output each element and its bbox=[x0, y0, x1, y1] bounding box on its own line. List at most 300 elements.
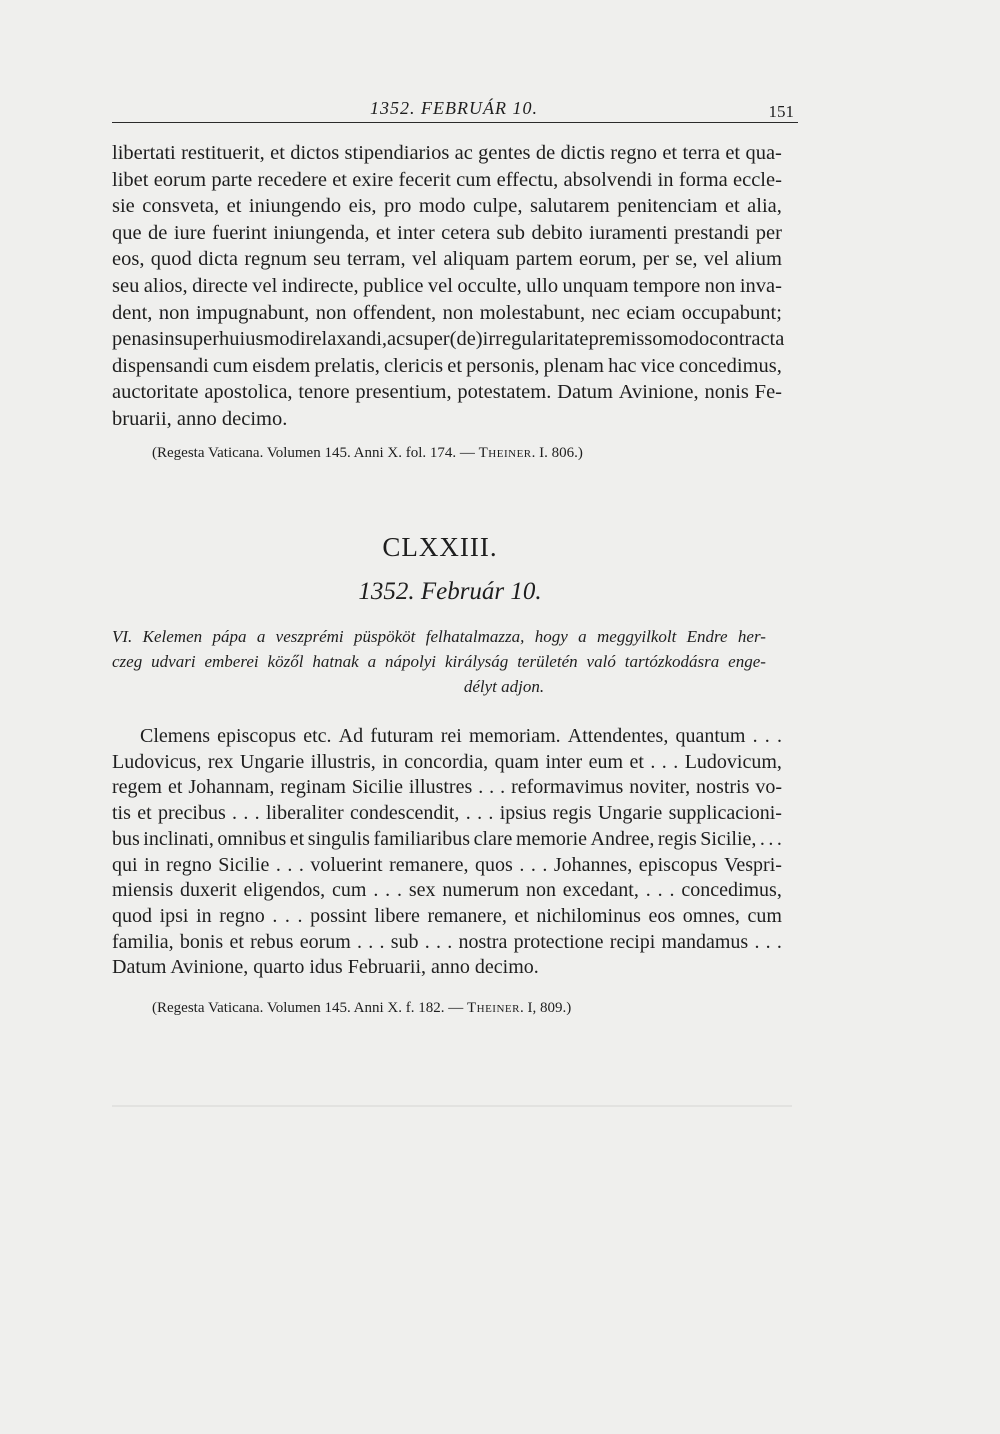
word: Johannes, bbox=[553, 853, 633, 876]
word: mandamus bbox=[661, 930, 749, 953]
document-number: CLXXIII. bbox=[382, 532, 498, 562]
word: udvari bbox=[151, 652, 196, 671]
word: fecerit bbox=[398, 168, 451, 191]
word: Sicilie bbox=[351, 776, 403, 799]
word: . bbox=[764, 725, 770, 747]
word: eisdem bbox=[252, 354, 311, 377]
word: modo bbox=[662, 328, 710, 351]
word: auctoritate bbox=[112, 381, 199, 404]
word: . bbox=[397, 879, 403, 902]
word: Ludovicus, bbox=[112, 750, 202, 773]
word: penitenciam bbox=[617, 195, 718, 218]
word: contracta bbox=[709, 328, 785, 351]
word: clericis bbox=[383, 354, 444, 377]
word: . bbox=[435, 930, 441, 953]
word: occupabunt; bbox=[681, 301, 782, 324]
word: regno bbox=[610, 142, 657, 164]
document-date: 1352. Február 10. bbox=[358, 578, 542, 605]
word: Ungarie bbox=[597, 802, 663, 825]
word: püspököt bbox=[353, 627, 416, 646]
word: quos bbox=[475, 853, 513, 876]
word: libere bbox=[374, 904, 420, 927]
word: in bbox=[657, 168, 674, 191]
word: qui bbox=[112, 853, 138, 876]
word: . bbox=[754, 930, 760, 953]
word: episcopus bbox=[217, 725, 297, 747]
word: . bbox=[272, 904, 278, 927]
word: et bbox=[375, 221, 391, 244]
word: vel bbox=[411, 248, 437, 271]
word: inclinati, bbox=[143, 827, 214, 850]
word: eorum bbox=[153, 168, 207, 191]
word: et bbox=[629, 750, 644, 773]
word: libet bbox=[112, 168, 149, 191]
word: közől bbox=[267, 652, 304, 671]
word: restituerit, bbox=[181, 142, 265, 164]
word: ipsius bbox=[499, 802, 547, 825]
word: dictos bbox=[290, 142, 340, 164]
word: . bbox=[661, 750, 667, 773]
word: omnes, bbox=[682, 904, 740, 927]
word: presentium, bbox=[355, 381, 452, 404]
word: regno bbox=[219, 904, 265, 927]
word: et bbox=[332, 168, 347, 191]
word: való bbox=[586, 652, 616, 671]
word: remanere, bbox=[427, 904, 507, 927]
word: potestatem. bbox=[457, 381, 552, 404]
word: indirecte, bbox=[281, 274, 359, 297]
word: bus bbox=[112, 827, 140, 850]
word: vice bbox=[640, 354, 675, 377]
word: et bbox=[662, 142, 678, 164]
word: et bbox=[270, 142, 285, 164]
word: . bbox=[657, 879, 663, 902]
word: nichilominus bbox=[536, 904, 641, 927]
word: alios, bbox=[143, 274, 188, 297]
word: rex bbox=[207, 750, 234, 773]
citation-text: (Regesta Vaticana. Volumen 145. Anni X. fol. 174. — bbox=[152, 445, 479, 461]
word: . bbox=[650, 750, 656, 773]
word: et bbox=[447, 354, 463, 377]
word: consveta, bbox=[142, 195, 220, 218]
text-line bbox=[112, 750, 782, 776]
word: excedant, bbox=[562, 879, 639, 902]
word: clare bbox=[473, 827, 513, 850]
word: illustres bbox=[408, 776, 473, 799]
citation bbox=[152, 445, 583, 462]
word: ac bbox=[387, 328, 406, 351]
word: . bbox=[477, 802, 483, 825]
word: . bbox=[519, 853, 525, 876]
word: . bbox=[287, 853, 293, 876]
word: libertati bbox=[112, 142, 176, 164]
word: cum bbox=[332, 879, 367, 902]
word: alium bbox=[735, 248, 782, 271]
word: Fe- bbox=[754, 381, 782, 404]
word: quod bbox=[150, 248, 192, 271]
word: . bbox=[243, 802, 249, 825]
text-line bbox=[112, 878, 782, 904]
text-line bbox=[112, 353, 782, 380]
word: bonis bbox=[179, 930, 224, 953]
word: . bbox=[530, 853, 536, 876]
word: inter bbox=[397, 221, 435, 244]
word: noviter, bbox=[629, 776, 691, 799]
word: . bbox=[447, 930, 453, 953]
citation-author: Theiner bbox=[478, 445, 532, 461]
word: hatnak bbox=[312, 652, 359, 671]
summary-line bbox=[112, 624, 766, 649]
word: non bbox=[704, 274, 736, 297]
word: nostra bbox=[458, 930, 508, 953]
word: Andree, bbox=[590, 827, 655, 850]
word: premisso bbox=[588, 328, 663, 351]
word: aliquam bbox=[443, 248, 510, 271]
word: recedere bbox=[257, 168, 327, 191]
word: emberei bbox=[204, 652, 259, 671]
word: dictis bbox=[560, 142, 605, 164]
word: iuramenti bbox=[589, 221, 668, 244]
word: partem bbox=[515, 248, 573, 271]
word: . bbox=[424, 930, 430, 953]
summary-line: délyt adjon. bbox=[463, 677, 545, 696]
word: precibus bbox=[157, 802, 226, 825]
header-rule bbox=[112, 122, 798, 123]
word: super bbox=[405, 328, 450, 351]
word: cum bbox=[747, 904, 782, 927]
word: eligendos, bbox=[243, 879, 326, 902]
word: regis bbox=[657, 827, 697, 850]
word: . bbox=[368, 930, 374, 953]
word: Datum bbox=[557, 381, 613, 404]
word: illustris, bbox=[310, 750, 376, 773]
word: regem bbox=[112, 776, 162, 799]
word: eciam bbox=[626, 301, 676, 324]
word: vel bbox=[703, 248, 729, 271]
word: et bbox=[167, 776, 183, 799]
word: eos, bbox=[112, 248, 145, 271]
word: eos bbox=[648, 904, 676, 927]
word: reginam bbox=[280, 776, 346, 799]
word: Clemens bbox=[140, 725, 210, 747]
word: molestabunt, bbox=[479, 301, 586, 324]
word: . bbox=[488, 802, 494, 825]
word: recipi bbox=[609, 930, 656, 953]
word: . bbox=[673, 750, 679, 773]
word: numerum bbox=[442, 879, 520, 902]
word: iure bbox=[173, 221, 206, 244]
word: királyság bbox=[444, 652, 509, 671]
word: per bbox=[642, 248, 670, 271]
word: pápa bbox=[212, 627, 247, 646]
word: directe bbox=[192, 274, 248, 297]
word: quod bbox=[112, 904, 152, 927]
word: inva- bbox=[739, 274, 782, 297]
word: seu bbox=[313, 248, 341, 271]
word: . bbox=[542, 853, 548, 876]
document-summary bbox=[112, 624, 766, 699]
word: salutarem bbox=[530, 195, 610, 218]
word: de bbox=[148, 221, 168, 244]
body-text-continued bbox=[112, 140, 785, 433]
word: gentes bbox=[478, 142, 531, 164]
document-body-text bbox=[112, 724, 782, 981]
word: . bbox=[373, 879, 379, 902]
text-line bbox=[112, 827, 782, 853]
word: prelatis, bbox=[314, 354, 380, 377]
word: huiusmodi bbox=[219, 328, 306, 351]
word: seu bbox=[112, 274, 140, 297]
word: apostolica, bbox=[204, 381, 293, 404]
text-line bbox=[112, 853, 782, 879]
word: et bbox=[514, 904, 529, 927]
word: dent, bbox=[112, 301, 153, 324]
word: hogy bbox=[534, 627, 568, 646]
word: etc. bbox=[303, 725, 332, 747]
citation-text: (Regesta Vaticana. Volumen 145. Anni X. f. 182. — bbox=[152, 1000, 467, 1016]
word: tenore bbox=[298, 381, 350, 404]
text-line bbox=[112, 246, 782, 273]
word: omnibus bbox=[217, 827, 287, 850]
text-line bbox=[112, 273, 782, 300]
word: . bbox=[385, 879, 391, 902]
word: quam bbox=[494, 750, 539, 773]
word: et bbox=[289, 827, 305, 850]
word: ac bbox=[454, 142, 473, 164]
word: dicta bbox=[198, 248, 238, 271]
word: familia, bbox=[112, 930, 174, 953]
word: plenam bbox=[543, 354, 604, 377]
word: Ad bbox=[338, 725, 364, 747]
word: alia, bbox=[747, 195, 782, 218]
word: eis, bbox=[348, 195, 377, 218]
word: miensis bbox=[112, 879, 174, 902]
word: felhatalmazza, bbox=[425, 627, 525, 646]
word: sie bbox=[112, 195, 135, 218]
word: vel bbox=[427, 274, 453, 297]
word: concedimus, bbox=[681, 879, 782, 902]
citation-author: Theiner bbox=[466, 1000, 520, 1016]
word: se, bbox=[675, 248, 698, 271]
text-line bbox=[112, 220, 782, 247]
word: penas bbox=[112, 328, 159, 351]
word: . bbox=[297, 904, 303, 927]
word: . bbox=[489, 776, 495, 799]
word: liberaliter bbox=[265, 802, 344, 825]
word: personis, bbox=[466, 354, 540, 377]
word: remanere, bbox=[389, 853, 469, 876]
word: relaxandi, bbox=[305, 328, 388, 351]
word: et bbox=[226, 195, 242, 218]
summary-line bbox=[112, 649, 766, 674]
word: supplicacioni- bbox=[668, 802, 782, 825]
word: . bbox=[765, 930, 771, 953]
word: a bbox=[367, 652, 377, 671]
word: non bbox=[158, 301, 190, 324]
word: területén bbox=[517, 652, 578, 671]
word: . bbox=[275, 853, 281, 876]
word: concedimus, bbox=[678, 354, 782, 377]
word: condescendit, bbox=[350, 802, 460, 825]
word: dispensandi bbox=[112, 354, 209, 377]
text-line: bruarii, anno decimo. bbox=[112, 407, 288, 430]
text-line bbox=[112, 300, 782, 327]
word: rei bbox=[440, 725, 462, 747]
word: Ludovicum, bbox=[684, 750, 782, 773]
text-line bbox=[112, 724, 782, 750]
word: effectu, bbox=[496, 168, 559, 191]
word: stipendiarios bbox=[344, 142, 450, 164]
word: irregularitate bbox=[482, 328, 589, 351]
word: (de) bbox=[449, 328, 483, 351]
word: Sicilie bbox=[218, 853, 270, 876]
word: Endre bbox=[686, 627, 728, 646]
text-line bbox=[112, 140, 782, 167]
word: offendent, bbox=[352, 301, 437, 324]
word: sex bbox=[408, 879, 436, 902]
word: per bbox=[755, 221, 782, 244]
word: pro bbox=[384, 195, 412, 218]
word: . bbox=[759, 827, 765, 850]
word: . bbox=[379, 930, 385, 953]
word: Vespri- bbox=[724, 853, 782, 876]
word: publice bbox=[363, 274, 424, 297]
word: impugnabunt, bbox=[195, 301, 310, 324]
page-number: 151 bbox=[768, 102, 794, 121]
word: Ungarie bbox=[239, 750, 305, 773]
word: prestandi bbox=[674, 221, 750, 244]
header-title: 1352. FEBRUÁR 10. bbox=[370, 98, 538, 118]
word: . bbox=[478, 776, 484, 799]
word: concordia, bbox=[404, 750, 489, 773]
word: futuram bbox=[370, 725, 434, 747]
word: terram, bbox=[346, 248, 406, 271]
word: insuper bbox=[158, 328, 220, 351]
word: enge- bbox=[728, 652, 766, 671]
word: quantum bbox=[675, 725, 746, 747]
word: culpe, bbox=[473, 195, 523, 218]
word: ipsi bbox=[159, 904, 189, 927]
word: forma bbox=[678, 168, 728, 191]
word: nec bbox=[591, 301, 620, 324]
word: eorum bbox=[299, 930, 351, 953]
word: nápolyi bbox=[385, 652, 437, 671]
word: eorum, bbox=[578, 248, 637, 271]
word: familiaribus bbox=[373, 827, 471, 850]
word: her- bbox=[737, 627, 766, 646]
word: et bbox=[725, 142, 741, 164]
text-line bbox=[112, 379, 782, 406]
word: Attendentes, bbox=[567, 725, 669, 747]
word: . bbox=[357, 930, 363, 953]
word: sub bbox=[390, 930, 419, 953]
word: Sicilie, bbox=[700, 827, 757, 850]
text-line bbox=[112, 326, 785, 353]
word: cum bbox=[212, 354, 249, 377]
word: Johannam, bbox=[188, 776, 275, 799]
word: . bbox=[254, 802, 260, 825]
bleed-through-rule bbox=[112, 1105, 792, 1107]
word: in bbox=[196, 904, 212, 927]
word: tempore bbox=[633, 274, 701, 297]
word: parte bbox=[211, 168, 253, 191]
word: regnum bbox=[244, 248, 307, 271]
word: . bbox=[752, 725, 758, 747]
word: non bbox=[525, 879, 556, 902]
word: sub bbox=[496, 221, 525, 244]
word: nonis bbox=[704, 381, 749, 404]
text-line: Datum Avinione, quarto idus Februarii, anno decimo. bbox=[112, 956, 539, 979]
word: a bbox=[578, 627, 587, 646]
word: ullo bbox=[526, 274, 559, 297]
word: que bbox=[112, 221, 142, 244]
text-line bbox=[112, 930, 782, 956]
word: terra bbox=[682, 142, 720, 164]
word: fuerint bbox=[212, 221, 267, 244]
word: exire bbox=[352, 168, 394, 191]
word: nostris bbox=[696, 776, 750, 799]
word: . bbox=[776, 930, 782, 953]
word: . bbox=[776, 725, 782, 747]
text-line bbox=[112, 904, 782, 930]
word: . bbox=[284, 904, 290, 927]
word: non bbox=[442, 301, 474, 324]
word: . bbox=[500, 776, 506, 799]
word: absolvendi bbox=[563, 168, 653, 191]
word: qua- bbox=[745, 142, 782, 164]
word: reformavimus bbox=[511, 776, 624, 799]
word: regis bbox=[552, 802, 592, 825]
word: eum bbox=[588, 750, 623, 773]
word: unquam bbox=[562, 274, 629, 297]
word: debito bbox=[531, 221, 583, 244]
word: duxerit bbox=[179, 879, 237, 902]
word: cetera bbox=[441, 221, 491, 244]
citation bbox=[152, 1000, 571, 1017]
word: de bbox=[535, 142, 556, 164]
word: voluerint bbox=[310, 853, 383, 876]
word: a bbox=[256, 627, 266, 646]
word: inter bbox=[545, 750, 583, 773]
word: tis bbox=[112, 802, 131, 825]
word: . bbox=[232, 802, 238, 825]
word: . bbox=[776, 827, 782, 850]
word: memoriam. bbox=[469, 725, 561, 747]
word: Kelemen bbox=[142, 627, 203, 646]
text-line bbox=[112, 193, 782, 220]
word: tartózkodásra bbox=[624, 652, 720, 671]
word: Avinione, bbox=[618, 381, 699, 404]
word: regno bbox=[166, 853, 212, 876]
text-line bbox=[112, 167, 782, 194]
word: . bbox=[645, 879, 651, 902]
word: vel bbox=[252, 274, 278, 297]
word: meggyilkolt bbox=[597, 627, 677, 646]
word: singulis bbox=[307, 827, 370, 850]
word: . bbox=[465, 802, 471, 825]
word: et bbox=[724, 195, 740, 218]
word: iniungenda, bbox=[273, 221, 370, 244]
citation-text: . I, 809.) bbox=[519, 1000, 572, 1016]
word: protectione bbox=[513, 930, 604, 953]
word: possint bbox=[310, 904, 367, 927]
word: et bbox=[137, 802, 152, 825]
word: . bbox=[768, 827, 774, 850]
word: iniungendo bbox=[248, 195, 342, 218]
text-line bbox=[112, 801, 782, 827]
word: in bbox=[144, 853, 160, 876]
word: . bbox=[669, 879, 675, 902]
